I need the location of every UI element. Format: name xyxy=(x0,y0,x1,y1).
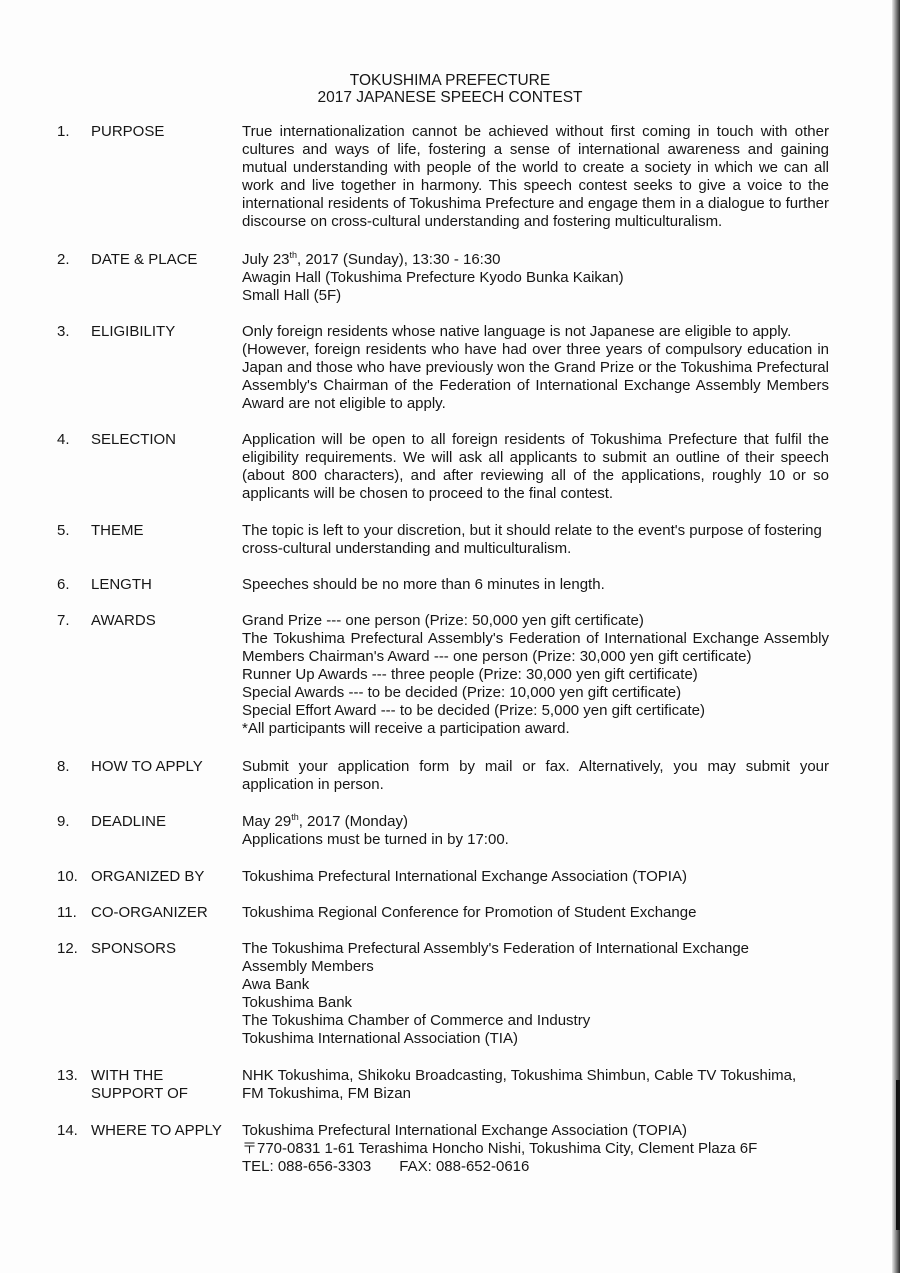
section-body xyxy=(242,1122,829,1176)
award-runner-up: Runner Up Awards --- three people (Prize: 30,000 yen gift certificate) xyxy=(242,666,698,683)
section-heading: PURPOSE xyxy=(91,123,165,140)
section-eligibility xyxy=(57,323,829,413)
section-number: 13. xyxy=(57,1067,78,1084)
section-heading: WITH THE SUPPORT OF xyxy=(91,1067,188,1102)
apply-tel: TEL: 088-656-3303 xyxy=(242,1158,372,1175)
section-number: 8. xyxy=(57,758,70,775)
venue-line-2: Small Hall (5F) xyxy=(242,287,342,304)
apply-fax: FAX: 088-652-0616 xyxy=(399,1158,530,1175)
section-body xyxy=(242,813,829,849)
section-body: True internationalization cannot be achieved without first coming in touch with other cultures and ways of life, fostering a sense of international awareness and gaining mutual understanding with people of the world to create a society in which we can all work and live together in harmony. This speech contest seeks to give a voice to the international residents of Tokushima Prefecture and engage them in a dialogue to further discourse on cross-cultural understanding and fostering multiculturalism. xyxy=(242,123,829,230)
deadline-time: Applications must be turned in by 17:00. xyxy=(242,831,509,848)
title-line-1: TOKUSHIMA PREFECTURE xyxy=(349,72,551,89)
section-body xyxy=(242,323,829,413)
award-grand-prize: Grand Prize --- one person (Prize: 50,000 yen gift certificate) xyxy=(242,612,644,629)
support-line-2: FM Tokushima, FM Bizan xyxy=(242,1085,411,1102)
section-heading: LENGTH xyxy=(91,576,152,593)
section-awards xyxy=(57,612,829,738)
section-length xyxy=(57,576,829,594)
award-participation-note: *All participants will receive a participation award. xyxy=(242,720,570,737)
sections-list xyxy=(57,123,829,1176)
sponsor-federation-cont: Assembly Members xyxy=(242,958,374,975)
section-number: 14. xyxy=(57,1122,78,1139)
section-heading: SELECTION xyxy=(91,431,177,448)
section-heading: WHERE TO APPLY xyxy=(91,1122,222,1139)
section-heading: ORGANIZED BY xyxy=(91,868,205,885)
sponsor-federation: The Tokushima Prefectural Assembly's Federation of International Exchange xyxy=(242,940,750,957)
section-number: 4. xyxy=(57,431,70,448)
section-heading: THEME xyxy=(91,522,144,539)
section-how-to-apply xyxy=(57,758,829,794)
section-number: 12. xyxy=(57,940,78,957)
section-body: Tokushima Prefectural International Exchange Association (TOPIA) xyxy=(242,868,687,885)
section-body xyxy=(242,612,829,738)
apply-address: 〒770-0831 1-61 Terashima Honcho Nishi, Tokushima City, Clement Plaza 6F xyxy=(242,1140,758,1157)
section-number: 5. xyxy=(57,522,70,539)
sponsor-chamber: The Tokushima Chamber of Commerce and Industry xyxy=(242,1012,591,1029)
section-heading: ELIGIBILITY xyxy=(91,323,176,340)
section-purpose xyxy=(57,123,829,231)
sponsor-tokushima-bank: Tokushima Bank xyxy=(242,994,353,1011)
section-number: 2. xyxy=(57,251,70,268)
eligibility-line-1: Only foreign residents whose native language is not Japanese are eligible to apply. xyxy=(242,323,792,340)
sponsor-tia: Tokushima International Association (TIA) xyxy=(242,1030,518,1047)
section-heading: HOW TO APPLY xyxy=(91,758,203,775)
deadline-date: May 29th, 2017 (Monday) xyxy=(242,812,408,830)
section-body: Submit your application form by mail or fax. Alternatively, you may submit your application in person. xyxy=(242,758,829,793)
section-number: 7. xyxy=(57,612,70,629)
support-line-1: NHK Tokushima, Shikoku Broadcasting, Tokushima Shimbun, Cable TV Tokushima, xyxy=(242,1067,797,1084)
section-number: 11. xyxy=(57,904,77,921)
section-number: 6. xyxy=(57,576,70,593)
section-body xyxy=(242,1067,829,1103)
section-heading: DATE & PLACE xyxy=(91,251,198,268)
document-title xyxy=(0,72,900,106)
award-special-effort: Special Effort Award --- to be decided (Prize: 5,000 yen gift certificate) xyxy=(242,702,706,719)
section-theme xyxy=(57,522,829,558)
section-body xyxy=(242,251,829,305)
section-number: 9. xyxy=(57,813,70,830)
sponsor-awa-bank: Awa Bank xyxy=(242,976,310,993)
section-body: The topic is left to your discretion, but it should relate to the event's purpose of fostering cross-cultural understanding and multiculturalism. xyxy=(242,522,822,557)
section-where-to-apply xyxy=(57,1122,829,1176)
page-edge-mark xyxy=(896,1080,900,1230)
section-body xyxy=(242,940,829,1048)
section-sponsors xyxy=(57,940,829,1048)
section-heading: AWARDS xyxy=(91,612,156,629)
section-heading: DEADLINE xyxy=(91,813,167,830)
eligibility-line-2: (However, foreign residents who have had over three years of compulsory education in Japan and those who have previously won the Grand Prize or the Tokushima Prefectural Assembly's Chairman of the Federation of International Exchange Assembly Members Award are not eligible to apply. xyxy=(242,341,829,412)
section-selection xyxy=(57,431,829,503)
section-body: Speeches should be no more than 6 minutes in length. xyxy=(242,576,605,593)
event-date: July 23th, 2017 (Sunday), 13:30 - 16:30 xyxy=(242,250,501,268)
award-chairman: The Tokushima Prefectural Assembly's Federation of International Exchange Assembly Members Chairman's Award --- one person (Prize: 30,000 yen gift certificate) xyxy=(242,630,829,665)
title-line-2: 2017 JAPANESE SPEECH CONTEST xyxy=(317,89,583,106)
section-number: 10. xyxy=(57,868,78,885)
section-heading: CO-ORGANIZER xyxy=(91,904,208,921)
apply-contact xyxy=(242,1158,829,1176)
section-number: 1. xyxy=(57,123,70,140)
award-special: Special Awards --- to be decided (Prize: 10,000 yen gift certificate) xyxy=(242,684,682,701)
section-heading: SPONSORS xyxy=(91,940,177,957)
section-deadline xyxy=(57,813,829,849)
apply-organization: Tokushima Prefectural International Exchange Association (TOPIA) xyxy=(242,1122,687,1139)
venue-line-1: Awagin Hall (Tokushima Prefecture Kyodo Bunka Kaikan) xyxy=(242,269,624,286)
section-body: Application will be open to all foreign residents of Tokushima Prefecture that fulfil the eligibility requirements. We will ask all applicants to submit an outline of their speech (about 800 characters), and after reviewing all of the applications, roughly 10 or so applicants will be chosen to proceed to the final contest. xyxy=(242,431,829,502)
section-body: Tokushima Regional Conference for Promotion of Student Exchange xyxy=(242,904,697,921)
section-co-organizer xyxy=(57,904,829,922)
section-date-place xyxy=(57,251,829,305)
section-number: 3. xyxy=(57,323,70,340)
section-support xyxy=(57,1067,829,1103)
section-organized-by xyxy=(57,868,829,886)
